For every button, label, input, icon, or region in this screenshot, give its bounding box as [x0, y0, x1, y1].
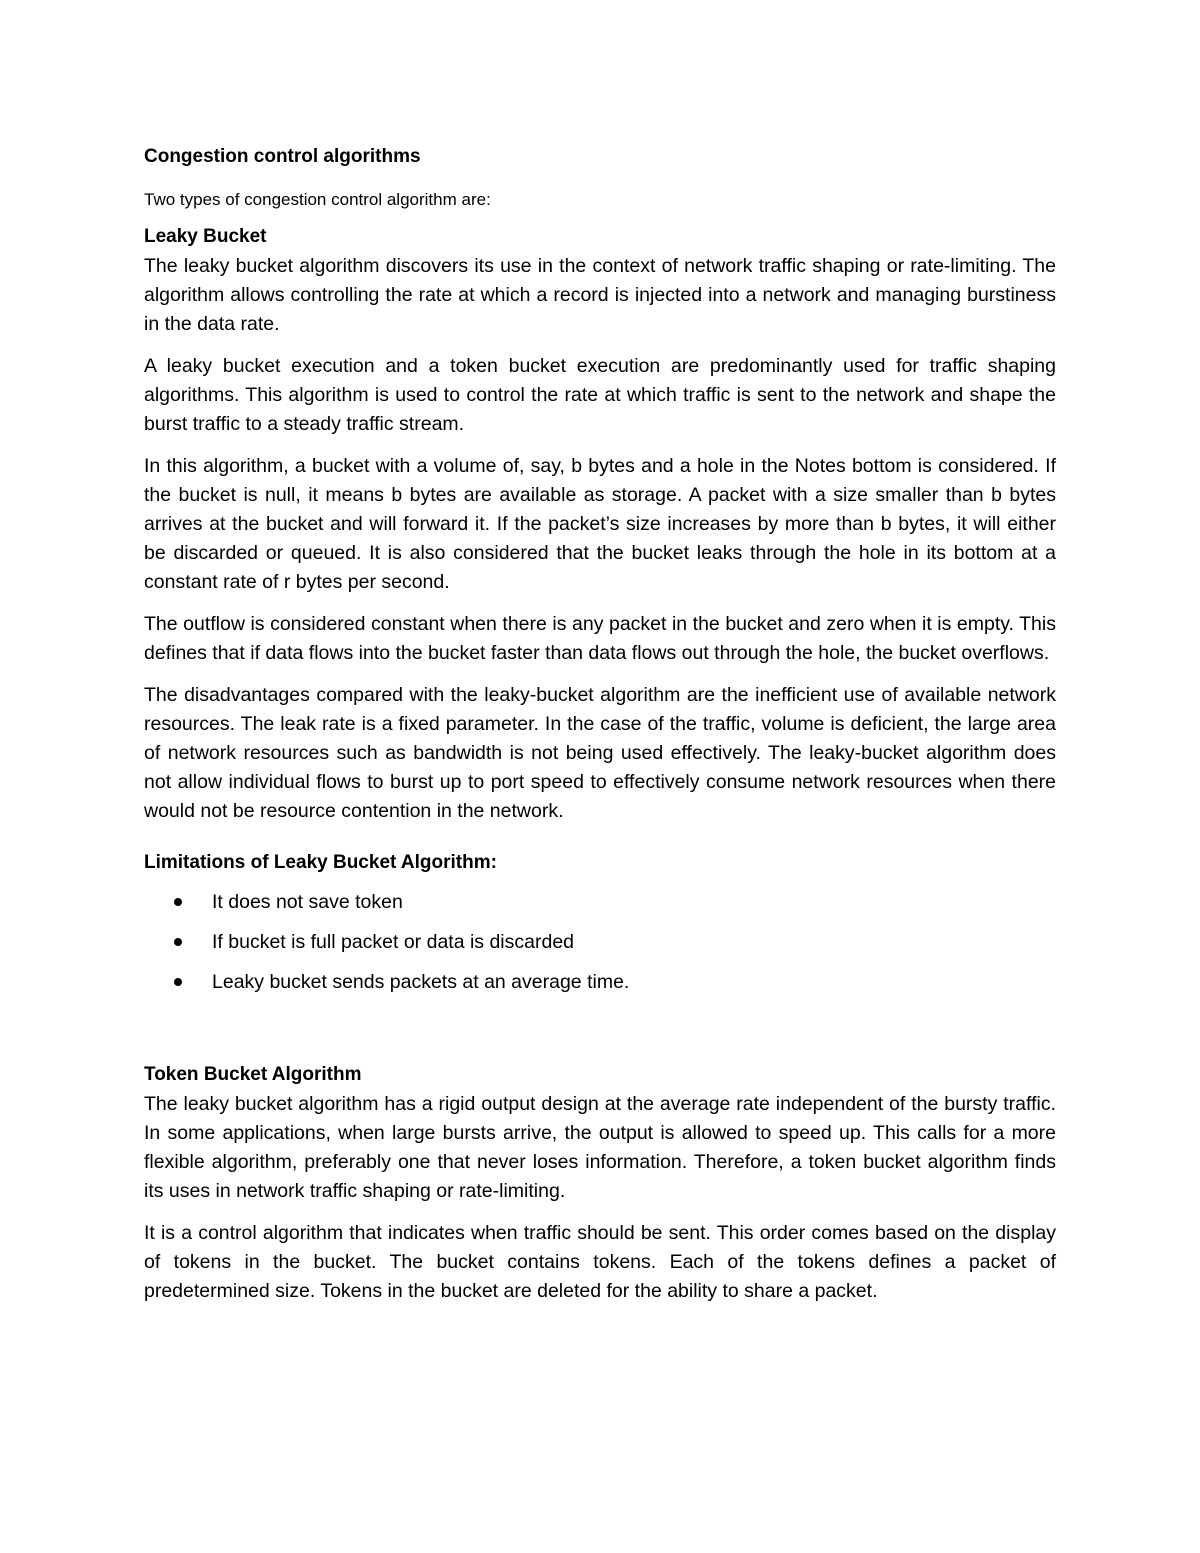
bullet-icon: [174, 938, 182, 946]
list-item-text: Leaky bucket sends packets at an average time.: [212, 971, 630, 993]
leaky-bucket-paragraph-1: The leaky bucket algorithm discovers its use in the context of network traffic shaping or rate-limiting. The algorithm allows controlling the rate at which a record is injected into a network and managing burstiness in the data rate.: [144, 255, 1056, 335]
leaky-bucket-paragraph-4: The outflow is considered constant when there is any packet in the bucket and zero when it is empty. This defines that if data flows into the bucket faster than data flows out through the hole, the bucket overflows.: [144, 613, 1056, 664]
leaky-bucket-heading: Leaky Bucket: [144, 226, 267, 247]
bullet-icon: [174, 898, 182, 906]
list-item-text: It does not save token: [212, 891, 403, 913]
intro-text: Two types of congestion control algorithm are:: [144, 190, 491, 209]
leaky-bucket-paragraph-2: A leaky bucket execution and a token bucket execution are predominantly used for traffic shaping algorithms. This algorithm is used to control the rate at which traffic is sent to the network and shape the burst traffic to a steady traffic stream.: [144, 355, 1056, 435]
list-item: [144, 888, 1056, 916]
limitations-heading: Limitations of Leaky Bucket Algorithm:: [144, 852, 497, 873]
leaky-bucket-paragraph-3: In this algorithm, a bucket with a volume of, say, b bytes and a hole in the Notes bottom is considered. If the bucket is null, it means b bytes are available as storage. A packet with a size smaller than b bytes arrives at the bucket and will forward it. If the packet’s size increases by more than b bytes, it will either be discarded or queued. It is also considered that the bucket leaks through the hole in its bottom at a constant rate of r bytes per second.: [144, 455, 1056, 593]
bullet-icon: [174, 978, 182, 986]
token-bucket-heading: Token Bucket Algorithm: [144, 1064, 362, 1085]
token-bucket-paragraph-1: The leaky bucket algorithm has a rigid output design at the average rate independent of the bursty traffic. In some applications, when large bursts arrive, the output is allowed to speed up. This calls for a more flexible algorithm, preferably one that never loses information. Therefore, a token bucket algorithm finds its uses in network traffic shaping or rate-limiting.: [144, 1093, 1056, 1202]
token-bucket-paragraph-2: It is a control algorithm that indicates when traffic should be sent. This order comes based on the display of tokens in the bucket. The bucket contains tokens. Each of the tokens defines a packet of predetermined size. Tokens in the bucket are deleted for the ability to share a packet.: [144, 1222, 1056, 1302]
leaky-bucket-paragraph-5: The disadvantages compared with the leaky-bucket algorithm are the inefficient use of available network resources. The leak rate is a fixed parameter. In the case of the traffic, volume is deficient, the large area of network resources such as bandwidth is not being used effectively. The leaky-bucket algorithm does not allow individual flows to burst up to port speed to effectively consume network resources when there would not be resource contention in the network.: [144, 684, 1056, 822]
limitations-list: [144, 888, 1056, 996]
list-item: [144, 968, 1056, 996]
list-item-text: If bucket is full packet or data is discarded: [212, 931, 575, 953]
document-title: Congestion control algorithms: [144, 146, 421, 167]
document-page: [144, 140, 1056, 1319]
list-item: [144, 928, 1056, 956]
